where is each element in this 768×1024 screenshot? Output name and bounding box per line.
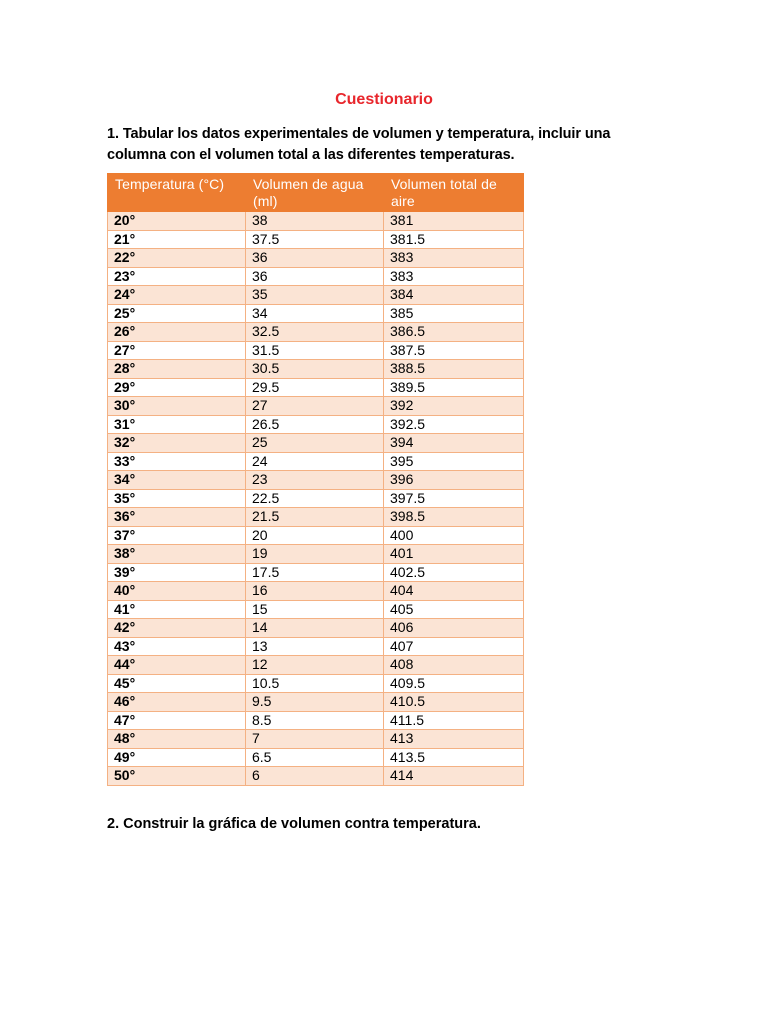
question-2: 2. Construir la gráfica de volumen contra temperatura.: [107, 816, 481, 832]
table-row: [108, 748, 524, 767]
cell-temperatura: 42°: [108, 619, 246, 638]
cell-volumen-agua: 36: [246, 267, 384, 286]
table-row: [108, 619, 524, 638]
table-row: [108, 230, 524, 249]
cell-volumen-agua: 26.5: [246, 415, 384, 434]
table-row: [108, 508, 524, 527]
cell-volumen-total-aire: 394: [384, 434, 524, 453]
cell-temperatura: 44°: [108, 656, 246, 675]
table-row: [108, 212, 524, 231]
cell-volumen-total-aire: 413: [384, 730, 524, 749]
table-row: [108, 693, 524, 712]
cell-volumen-total-aire: 404: [384, 582, 524, 601]
cell-volumen-agua: 32.5: [246, 323, 384, 342]
cell-volumen-total-aire: 411.5: [384, 711, 524, 730]
cell-volumen-agua: 38: [246, 212, 384, 231]
cell-volumen-agua: 19: [246, 545, 384, 564]
table-row: [108, 378, 524, 397]
cell-volumen-agua: 20: [246, 526, 384, 545]
table-row: [108, 341, 524, 360]
cell-temperatura: 31°: [108, 415, 246, 434]
table-row: [108, 730, 524, 749]
cell-volumen-agua: 34: [246, 304, 384, 323]
cell-volumen-total-aire: 401: [384, 545, 524, 564]
cell-volumen-agua: 10.5: [246, 674, 384, 693]
cell-temperatura: 24°: [108, 286, 246, 305]
cell-volumen-total-aire: 406: [384, 619, 524, 638]
cell-volumen-total-aire: 413.5: [384, 748, 524, 767]
cell-temperatura: 23°: [108, 267, 246, 286]
cell-temperatura: 38°: [108, 545, 246, 564]
cell-volumen-agua: 8.5: [246, 711, 384, 730]
table-row: [108, 323, 524, 342]
document-title: Cuestionario: [335, 91, 433, 108]
table-row: [108, 489, 524, 508]
table-row: [108, 452, 524, 471]
cell-volumen-agua: 7: [246, 730, 384, 749]
table-row: [108, 415, 524, 434]
cell-volumen-total-aire: 409.5: [384, 674, 524, 693]
header-temperatura: Temperatura (°C): [108, 174, 246, 212]
cell-volumen-agua: 23: [246, 471, 384, 490]
cell-volumen-agua: 37.5: [246, 230, 384, 249]
cell-volumen-total-aire: 385: [384, 304, 524, 323]
cell-volumen-total-aire: 407: [384, 637, 524, 656]
cell-volumen-agua: 15: [246, 600, 384, 619]
header-volumen-agua: Volumen de agua (ml): [246, 174, 384, 212]
cell-temperatura: 40°: [108, 582, 246, 601]
table-row: [108, 397, 524, 416]
cell-temperatura: 26°: [108, 323, 246, 342]
cell-temperatura: 47°: [108, 711, 246, 730]
cell-temperatura: 25°: [108, 304, 246, 323]
table-row: [108, 471, 524, 490]
cell-volumen-agua: 27: [246, 397, 384, 416]
cell-volumen-agua: 30.5: [246, 360, 384, 379]
cell-temperatura: 37°: [108, 526, 246, 545]
table-row: [108, 711, 524, 730]
cell-volumen-total-aire: 392.5: [384, 415, 524, 434]
cell-temperatura: 45°: [108, 674, 246, 693]
cell-volumen-total-aire: 398.5: [384, 508, 524, 527]
cell-volumen-agua: 9.5: [246, 693, 384, 712]
cell-temperatura: 35°: [108, 489, 246, 508]
table-row: [108, 360, 524, 379]
table-row: [108, 767, 524, 786]
cell-temperatura: 48°: [108, 730, 246, 749]
cell-temperatura: 21°: [108, 230, 246, 249]
cell-temperatura: 34°: [108, 471, 246, 490]
cell-volumen-total-aire: 405: [384, 600, 524, 619]
cell-volumen-agua: 14: [246, 619, 384, 638]
cell-volumen-agua: 31.5: [246, 341, 384, 360]
cell-temperatura: 33°: [108, 452, 246, 471]
cell-volumen-total-aire: 388.5: [384, 360, 524, 379]
question-1: 1. Tabular los datos experimentales de volumen y temperatura, incluir una columna con el volumen total a las diferentes temperaturas.: [107, 126, 611, 163]
table-row: [108, 656, 524, 675]
cell-volumen-total-aire: 408: [384, 656, 524, 675]
table-row: [108, 286, 524, 305]
cell-volumen-agua: 6.5: [246, 748, 384, 767]
cell-volumen-total-aire: 384: [384, 286, 524, 305]
cell-volumen-total-aire: 381: [384, 212, 524, 231]
cell-temperatura: 20°: [108, 212, 246, 231]
cell-volumen-agua: 17.5: [246, 563, 384, 582]
cell-volumen-total-aire: 400: [384, 526, 524, 545]
cell-volumen-agua: 13: [246, 637, 384, 656]
cell-temperatura: 43°: [108, 637, 246, 656]
cell-temperatura: 50°: [108, 767, 246, 786]
table-row: [108, 637, 524, 656]
table-row: [108, 304, 524, 323]
cell-temperatura: 22°: [108, 249, 246, 268]
cell-volumen-total-aire: 402.5: [384, 563, 524, 582]
table-row: [108, 582, 524, 601]
table-row: [108, 267, 524, 286]
cell-volumen-total-aire: 383: [384, 249, 524, 268]
cell-volumen-total-aire: 397.5: [384, 489, 524, 508]
cell-volumen-total-aire: 386.5: [384, 323, 524, 342]
cell-volumen-total-aire: 396: [384, 471, 524, 490]
cell-volumen-total-aire: 389.5: [384, 378, 524, 397]
cell-volumen-total-aire: 395: [384, 452, 524, 471]
cell-volumen-total-aire: 392: [384, 397, 524, 416]
table-row: [108, 249, 524, 268]
cell-temperatura: 32°: [108, 434, 246, 453]
table-header: [108, 174, 524, 212]
cell-volumen-agua: 24: [246, 452, 384, 471]
cell-volumen-agua: 29.5: [246, 378, 384, 397]
cell-volumen-total-aire: 410.5: [384, 693, 524, 712]
table-row: [108, 434, 524, 453]
header-volumen-total-aire: Volumen total de aire: [384, 174, 524, 212]
cell-volumen-agua: 16: [246, 582, 384, 601]
cell-temperatura: 39°: [108, 563, 246, 582]
cell-volumen-agua: 6: [246, 767, 384, 786]
cell-volumen-total-aire: 383: [384, 267, 524, 286]
cell-volumen-total-aire: 381.5: [384, 230, 524, 249]
cell-temperatura: 29°: [108, 378, 246, 397]
table-row: [108, 674, 524, 693]
cell-volumen-total-aire: 387.5: [384, 341, 524, 360]
cell-volumen-agua: 25: [246, 434, 384, 453]
cell-volumen-agua: 36: [246, 249, 384, 268]
data-table: [107, 173, 524, 786]
cell-temperatura: 30°: [108, 397, 246, 416]
cell-volumen-agua: 22.5: [246, 489, 384, 508]
table-header-row: [108, 174, 524, 212]
table-row: [108, 545, 524, 564]
cell-volumen-agua: 21.5: [246, 508, 384, 527]
cell-volumen-agua: 35: [246, 286, 384, 305]
cell-temperatura: 49°: [108, 748, 246, 767]
cell-volumen-agua: 12: [246, 656, 384, 675]
table-row: [108, 600, 524, 619]
table-body: [108, 212, 524, 786]
cell-temperatura: 46°: [108, 693, 246, 712]
cell-volumen-total-aire: 414: [384, 767, 524, 786]
cell-temperatura: 27°: [108, 341, 246, 360]
cell-temperatura: 36°: [108, 508, 246, 527]
table-row: [108, 526, 524, 545]
table-row: [108, 563, 524, 582]
cell-temperatura: 28°: [108, 360, 246, 379]
cell-temperatura: 41°: [108, 600, 246, 619]
